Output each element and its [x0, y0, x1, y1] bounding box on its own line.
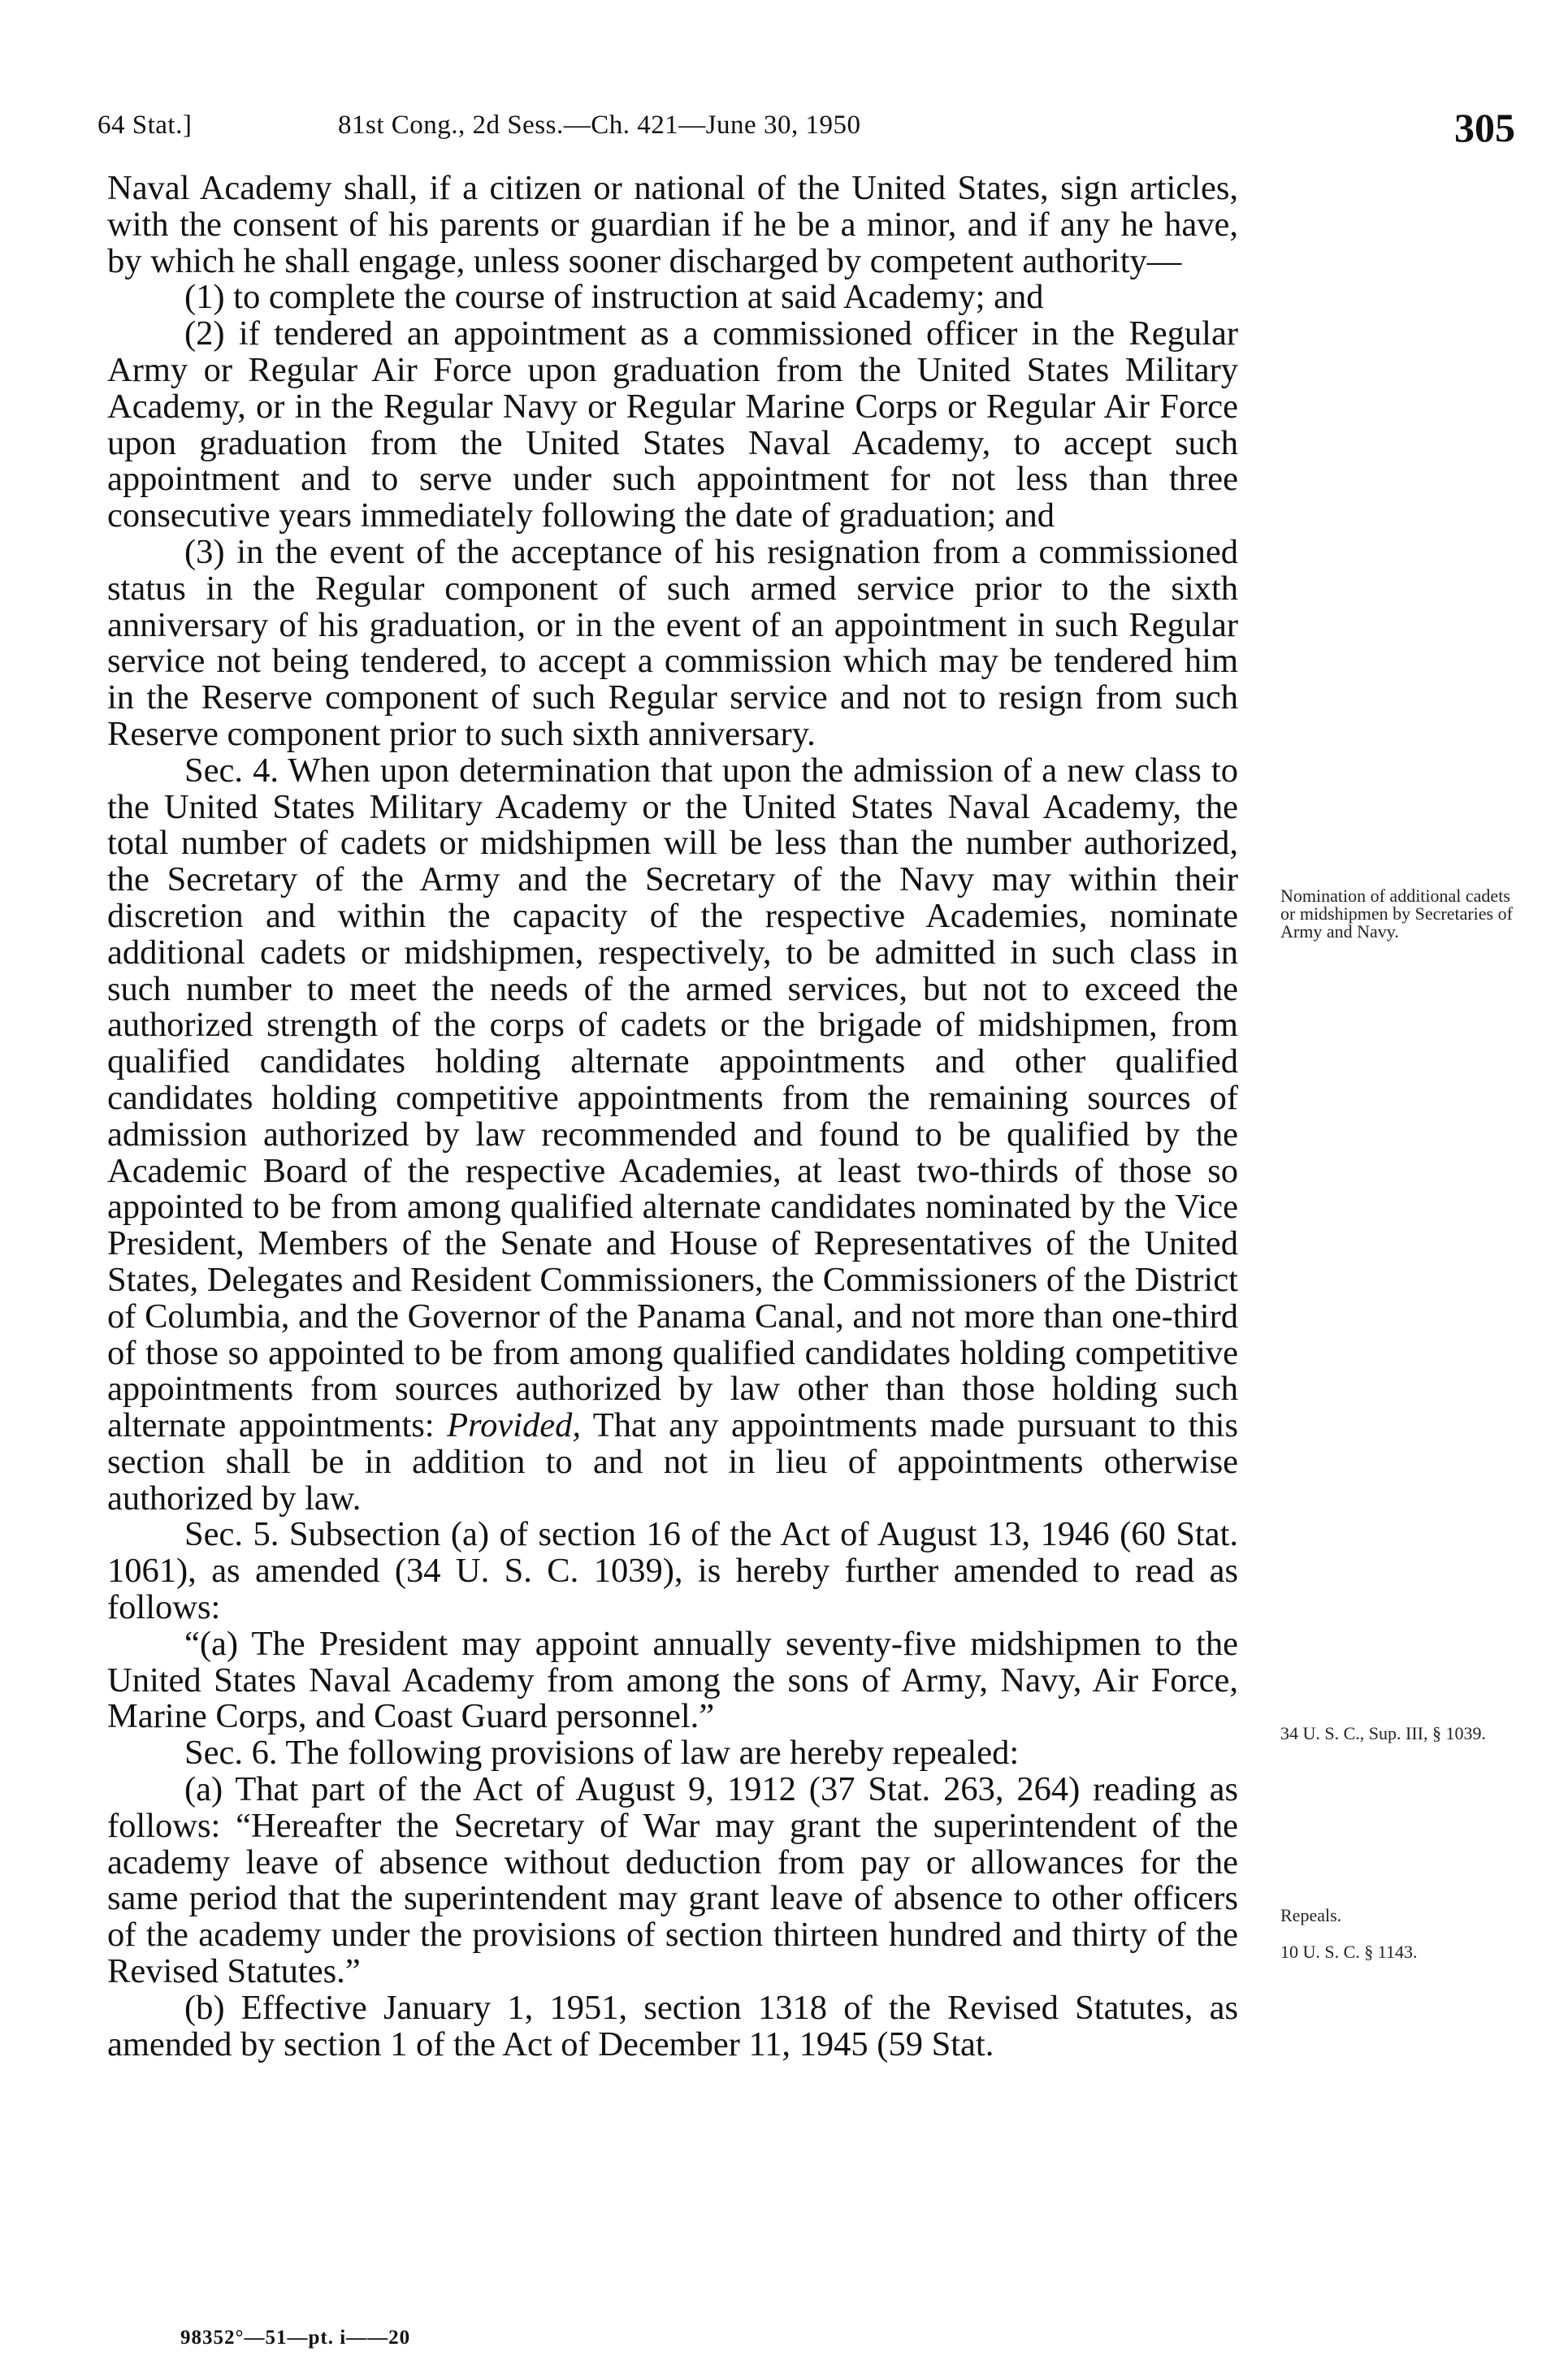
paragraph-amended-subsection-a: “(a) The President may appoint annually seventy-five midshipmen to the United States Naval Academy from among the sons of Army, Navy, Air Force, Marine Corps, and Coast Guard personnel.”	[107, 1624, 1238, 1736]
sec-4-proviso-text: That any appointments made pursuant to this section shall be in addition to and not in lieu of appointments otherwise authorized by law.	[107, 1406, 1239, 1518]
paragraph-repeal-a: (a) That part of the Act of August 9, 1912 (37 Stat. 263, 264) reading as follows: “Hereafter the Secretary of War may grant the superintendent of the academy leave of absence without deduction from pay or allowances for the same period that the superintendent may grant leave of absence to other officers of the academy under the provisions of section thirteen hundred and thirty of the Revised Statutes.”	[107, 1770, 1238, 1991]
margin-note-repeals: Repeals.	[1280, 1905, 1342, 1925]
margin-note-usc-1143: 10 U. S. C. § 1143.	[1280, 1942, 1418, 1962]
page-number: 305	[1454, 105, 1515, 150]
provided-proviso: Provided,	[447, 1406, 581, 1445]
statute-body	[107, 171, 1238, 2063]
running-header	[97, 104, 1515, 162]
printer-signature: 98352°—51—pt. i——20	[180, 2327, 411, 2349]
session-chapter-date: 81st Cong., 2d Sess.—Ch. 421—June 30, 1950	[338, 110, 861, 140]
paragraph-articles: Naval Academy shall, if a citizen or national of the United States, sign articles, with the consent of his parents or guardian if he be a minor, and if any he have, by which he shall engage, unless sooner discharged by competent authority—	[107, 169, 1238, 280]
sec-4-text: Sec. 4. When upon determination that upon the admission of a new class to the United States Military Academy or the United States Naval Academy, the total number of cadets or midshipmen will be less than the number authorized, the Secretary of the Army and the Secretary of the Navy may within their discretion and within the capacity of the respective Academies, nominate additional cadets or midshipmen, respectively, to be admitted in such class in such number to meet the needs of the armed services, but not to exceed the authorized strength of the corps of cadets or the brigade of midshipmen, from qualified candidates holding alternate appointments and other qualified candidates holding competitive appointments from the remaining sources of admission authorized by law recommended and found to be qualified by the Academic Board of the respective Academies, at least two-thirds of those so appointed to be from among qualified alternate candidates nominated by the Vice President, Members of the Senate and House of Representatives of the United States, Delegates and Resident Commissioners, the Commissioners of the District of Columbia, and the Governor of the Panama Canal, and not more than one-third of those so appointed to be from among qualified candidates holding competitive appointments from sources authorized by law other than those holding such alternate appointments:	[107, 751, 1238, 1445]
margin-note-usc-1039: 34 U. S. C., Sup. III, § 1039.	[1280, 1723, 1487, 1743]
paragraph-clause-2: (2) if tendered an appointment as a commissioned officer in the Regular Army or Regular Air Force upon graduation from the United States Military Academy, or in the Regular Navy or Regular Marine Corps or Regular Air Force upon graduation from the United States Naval Academy, to accept such appointment and to serve under such appointment for not less than three consecutive years immediately following the date of graduation; and	[107, 314, 1238, 535]
statutes-volume-label: 64 Stat.]	[97, 110, 193, 140]
paragraph-clause-1: (1) to complete the course of instruction at said Academy; and	[184, 278, 1044, 317]
paragraph-sec-5: Sec. 5. Subsection (a) of section 16 of the Act of August 13, 1946 (60 Stat. 1061), as amended (34 U. S. C. 1039), is hereby further amended to read as follows:	[107, 1515, 1238, 1627]
paragraph-sec-4	[107, 753, 1238, 1518]
paragraph-sec-6: Sec. 6. The following provisions of law are hereby repealed:	[184, 1734, 1020, 1773]
margin-note-nomination: Nomination of additional cadets or midshipmen by Secretaries of Army and Navy.	[1280, 886, 1513, 942]
paragraph-clause-3: (3) in the event of the acceptance of his resignation from a commissioned status in the Regular component of such armed service prior to the sixth anniversary of his graduation, or in the event of an appointment in such Regular service not being tendered, to accept a commission which may be tendered him in the Reserve component of such Regular service and not to resign from such Reserve component prior to such sixth anniversary.	[107, 532, 1238, 753]
paragraph-repeal-b: (b) Effective January 1, 1951, section 1318 of the Revised Statutes, as amended by section 1 of the Act of December 11, 1945 (59 Stat.	[107, 1988, 1238, 2063]
